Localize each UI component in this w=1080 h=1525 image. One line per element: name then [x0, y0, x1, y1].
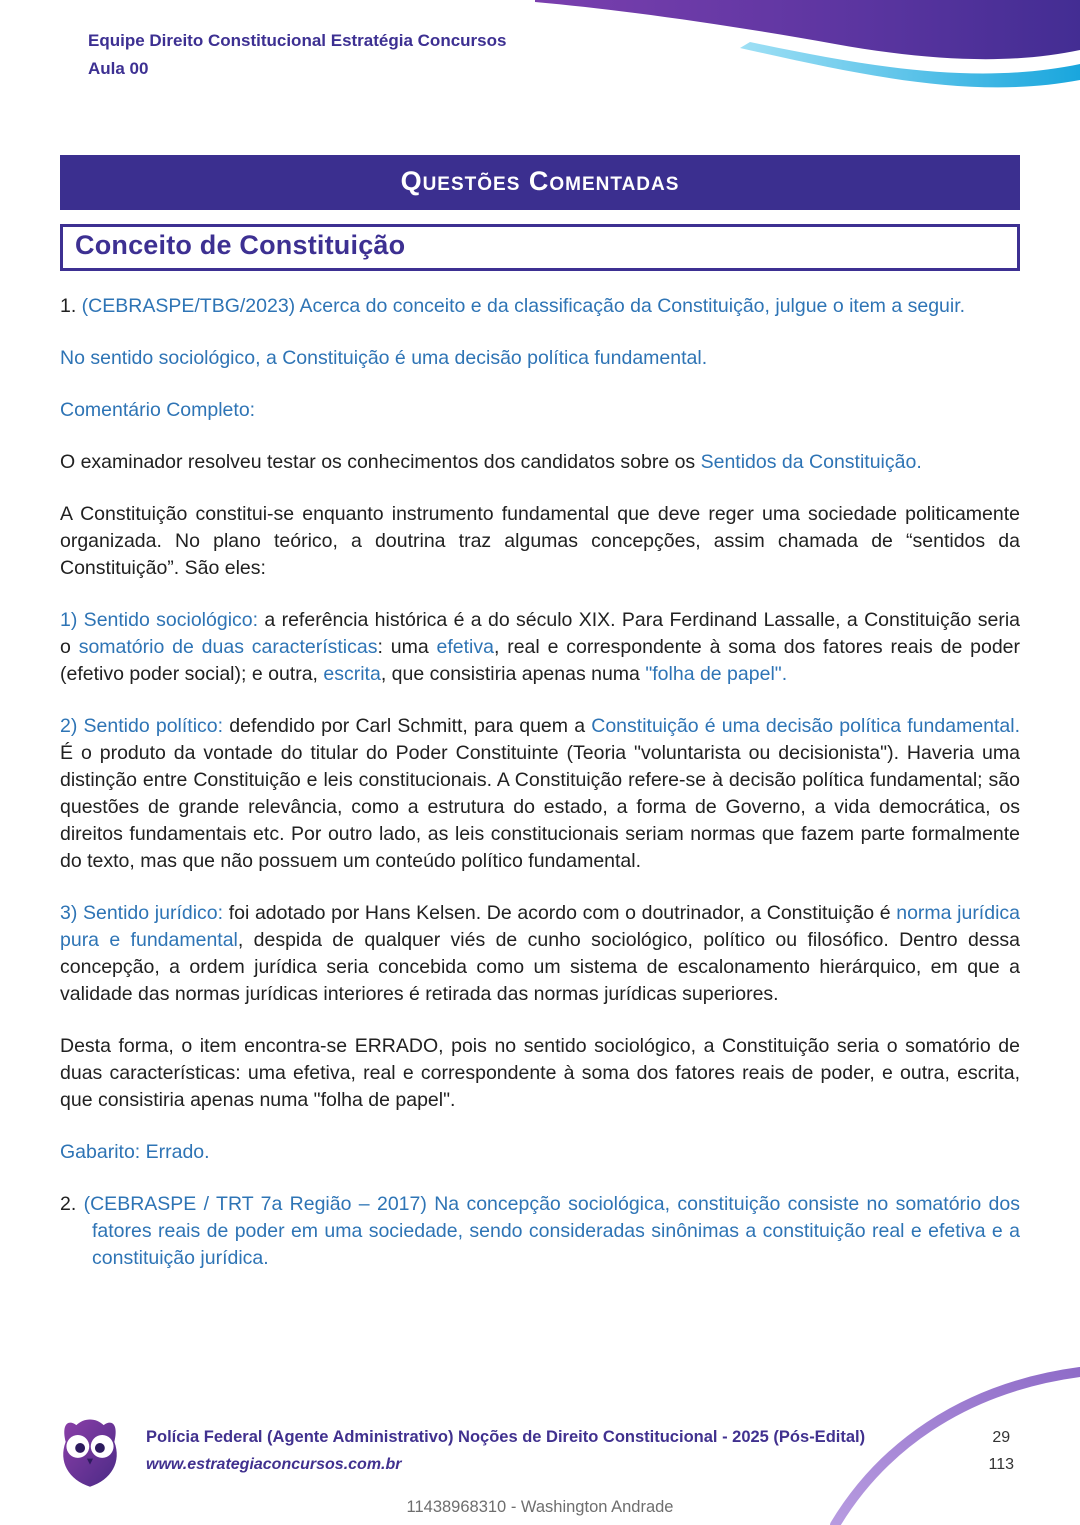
text-segment: 2.	[60, 1193, 77, 1215]
text-segment: defendido por Carl Schmitt, para quem a	[223, 715, 592, 737]
comment-intro	[60, 449, 1020, 476]
content-area	[60, 155, 1020, 1297]
text-segment: O examinador resolveu testar os conhecimentos dos candidatos sobre os	[60, 451, 701, 473]
top-wave-decoration	[535, 0, 1080, 112]
text-segment: "folha de papel".	[645, 663, 788, 685]
sentido-sociologico	[60, 607, 1020, 688]
owl-pupil-left	[75, 1443, 85, 1453]
text-segment: , despida de qualquer viés de cunho sociológico, político ou filosófico. Dentro dessa concepção, a ordem jurídica seria concebida como um sistema de escalonamento hierárquico, em que a validade das normas jurídicas interiores é retirada das normas jurídicas superiores.	[60, 929, 1020, 1005]
text-segment: norma jurídica pura e fundamental	[60, 902, 1021, 951]
page-number-total: 113	[988, 1456, 1014, 1473]
text-segment: (CEBRASPE / TRT 7a Região – 2017) Na concepção sociológica, constituição consiste no somatório dos fatores reais de poder em uma sociedade, sendo consideradas sinônimas a constituição real e efetiva e a constituição jurídica.	[76, 1193, 1020, 1269]
estrategia-owl-logo	[52, 1413, 128, 1489]
page-header	[88, 27, 506, 83]
document-body	[60, 293, 1020, 1272]
text-segment: (CEBRASPE/TBG/2023) Acerca do conceito e da classificação da Constituição, julgue o item a seguir.	[76, 295, 966, 317]
text-segment: : uma	[377, 636, 437, 658]
text-segment: Gabarito: Errado.	[60, 1141, 210, 1163]
question-2	[60, 1191, 1020, 1272]
text-segment: No sentido sociológico, a Constituição é uma decisão política fundamental.	[60, 347, 708, 369]
section-title-box	[60, 224, 1020, 271]
text-segment: 1) Sentido sociológico:	[60, 609, 259, 631]
text-segment: , real e correspondente à soma dos fatores reais de poder (efetivo poder social); e outra,	[60, 636, 1020, 685]
section-banner	[60, 155, 1020, 210]
sentido-politico	[60, 713, 1020, 875]
text-segment: somatório de duas características	[78, 636, 378, 658]
footer-course-title: Polícia Federal (Agente Administrativo) Noções de Direito Constitucional - 2025 (Pós-Edital)	[146, 1428, 866, 1446]
header-lesson-line: Aula 00	[88, 59, 149, 78]
text-segment: , que consistiria apenas numa	[380, 663, 646, 685]
page-number-current: 29	[992, 1429, 1011, 1446]
question-1-statement	[60, 345, 1020, 372]
text-segment: Constituição é uma decisão política fundamental.	[591, 715, 1021, 737]
header-team-line: Equipe Direito Constitucional Estratégia Concursos	[88, 31, 507, 50]
footer-website-link[interactable]: www.estrategiaconcursos.com.br	[146, 1456, 402, 1473]
text-segment: 2) Sentido político:	[60, 715, 224, 737]
conclusion	[60, 1033, 1020, 1114]
comment-label	[60, 397, 1020, 424]
text-segment: Sentidos da Constituição.	[700, 451, 922, 473]
text-segment: É o produto da vontade do titular do Poder Constituinte (Teoria "voluntarista ou decisionista"). Haveria uma distinção entre Constituição e leis constitucionais. A Constituição refere-se à decisão política fundamental; são questões de grande relevância, como a estrutura do estado, a forma de Governo, a vida democrática, os direitos fundamentais etc. Por outro lado, as leis constitucionais seriam normas que fazem parte formalmente do texto, mas que não possuem um conteúdo político fundamental.	[60, 742, 1020, 872]
section-title: Conceito de Constituição	[75, 230, 406, 260]
sentido-juridico	[60, 900, 1020, 1008]
watermark-user-id: 11438968310 - Washington Andrade	[406, 1498, 674, 1516]
comment-context	[60, 501, 1020, 582]
banner-title: Questões Comentadas	[400, 166, 680, 196]
text-segment: efetiva	[436, 636, 494, 658]
curve-stroke	[835, 1372, 1080, 1525]
text-segment: foi adotado por Hans Kelsen. De acordo com o doutrinador, a Constituição é	[223, 902, 897, 924]
owl-pupil-right	[95, 1443, 105, 1453]
gabarito	[60, 1139, 1020, 1166]
text-segment: Comentário Completo:	[60, 399, 256, 421]
text-segment: Desta forma, o item encontra-se ERRADO, pois no sentido sociológico, a Constituição seria o somatório de duas características: uma efetiva, real e correspondente à soma dos fatores reais de poder, e outra, escrita, que consistiria apenas numa "folha de papel".	[60, 1035, 1020, 1111]
wave-purple-shape	[535, 0, 1080, 59]
text-segment: 1.	[60, 295, 77, 317]
bottom-curve-decoration	[825, 1350, 1080, 1525]
text-segment: A Constituição constitui-se enquanto instrumento fundamental que deve reger uma sociedade politicamente organizada. No plano teórico, a doutrina traz algumas concepções, assim chamada de “sentidos da Constituição”. São eles:	[60, 503, 1020, 579]
question-1	[60, 293, 1020, 320]
text-segment: 3) Sentido jurídico:	[60, 902, 224, 924]
text-segment: escrita	[323, 663, 381, 685]
text-segment: a referência histórica é a do século XIX. Para Ferdinand Lassalle, a Constituição seria o	[60, 609, 1020, 658]
